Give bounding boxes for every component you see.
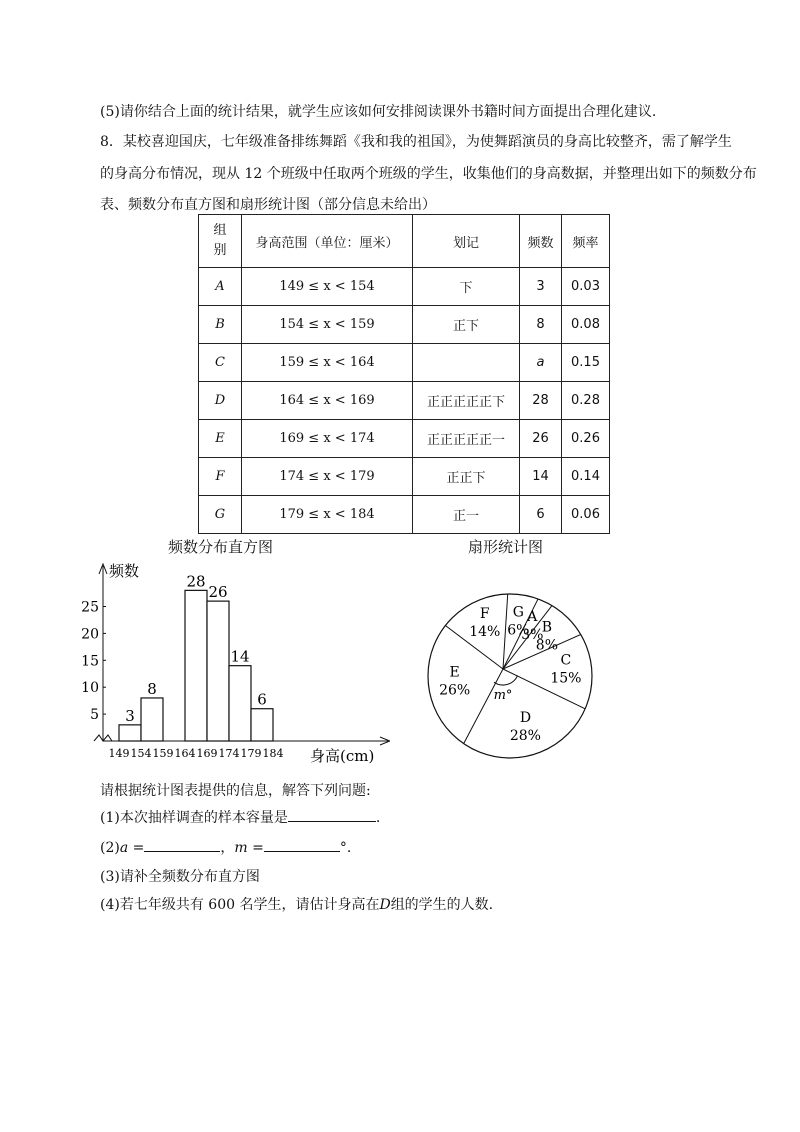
question-1 — [100, 807, 380, 827]
q8-line-2: 的身高分布情况，现从 12 个班级中任取两个班级的学生，收集他们的身高数据，并整理出如下的频数分布 — [100, 166, 757, 182]
question-2-comma: ， — [220, 840, 235, 856]
question-1-end: . — [375, 810, 381, 826]
answer-blank-a[interactable] — [144, 837, 220, 852]
row-range-cell: 179 ≤ x < 184 — [242, 496, 413, 534]
histogram-bar — [229, 666, 251, 741]
pie-group-label: D — [519, 709, 532, 726]
angle-label: m° — [493, 688, 513, 703]
question-4 — [100, 894, 493, 914]
y-tick-label: 5 — [90, 707, 99, 724]
table-header-row — [199, 215, 610, 268]
bar-value-label: 8 — [147, 679, 157, 698]
question-2-a: a = — [119, 840, 145, 856]
x-axis-label: 身高(cm) — [310, 747, 375, 765]
question-2-end: °. — [339, 840, 352, 856]
row-freq-cell: 3 — [520, 268, 562, 306]
question-2-m: m = — [234, 840, 264, 856]
header-group — [199, 215, 242, 268]
pie-group-label: G — [512, 604, 524, 621]
x-tick-label: 159 — [152, 747, 174, 760]
row-freq-cell: 8 — [520, 306, 562, 344]
table-row — [199, 344, 610, 382]
row-range-cell: 159 ≤ x < 164 — [242, 344, 413, 382]
question-2 — [100, 837, 351, 857]
y-tick-label: 25 — [81, 599, 99, 616]
bar-value-label: 26 — [208, 583, 228, 602]
row-group-cell: E — [199, 420, 242, 458]
x-tick-label: 184 — [262, 747, 284, 760]
question-4-d: D — [379, 897, 391, 913]
row-rate-cell: 0.03 — [562, 268, 610, 306]
pie-group-label: C — [560, 652, 572, 669]
answer-blank-m[interactable] — [264, 837, 340, 852]
row-tally-cell: 正下 — [413, 306, 520, 344]
histogram-bar — [185, 590, 207, 741]
x-tick-label: 149 — [108, 747, 130, 760]
histogram-title: 频数分布直方图 — [168, 538, 274, 556]
table-row — [199, 306, 610, 344]
pie-percent-label: 6% — [507, 622, 530, 639]
bar-value-label: 14 — [230, 647, 250, 666]
histogram-bar — [119, 725, 141, 741]
table-row — [199, 382, 610, 420]
table-row — [199, 268, 610, 306]
pie-percent-label: 15% — [550, 670, 582, 687]
frequency-table — [198, 214, 610, 534]
pie-percent-label: 28% — [509, 727, 541, 744]
question-4-text: (4)若七年级共有 600 名学生，请估计身高在 — [100, 897, 380, 913]
table-row — [199, 458, 610, 496]
row-tally-cell — [413, 344, 520, 382]
pie-group-label: B — [541, 619, 553, 636]
row-range-cell: 164 ≤ x < 169 — [242, 382, 413, 420]
y-axis-label: 频数 — [109, 562, 140, 580]
pie-percent-label: 14% — [469, 624, 501, 641]
q5-text: (5)请你结合上面的统计结果，就学生应该如何安排阅读课外书籍时间方面提出合理化建议. — [100, 104, 657, 120]
row-range-cell: 154 ≤ x < 159 — [242, 306, 413, 344]
row-freq-cell: 26 — [520, 420, 562, 458]
bar-value-label: 28 — [186, 572, 206, 591]
x-tick-label: 164 — [174, 747, 196, 760]
row-rate-cell: 0.15 — [562, 344, 610, 382]
row-freq-cell: 6 — [520, 496, 562, 534]
row-group-cell: A — [199, 268, 242, 306]
row-range-cell: 174 ≤ x < 179 — [242, 458, 413, 496]
row-group-cell: F — [199, 458, 242, 496]
question-1-text: (1)本次抽样调查的样本容量是 — [100, 810, 288, 826]
table-row — [199, 420, 610, 458]
q8-line-3: 表、频数分布直方图和扇形统计图（部分信息未给出） — [100, 197, 436, 213]
pie-percent-label: 3% — [521, 627, 544, 644]
y-tick-label: 20 — [81, 626, 99, 643]
q8-line-1: 8．某校喜迎国庆，七年级准备排练舞蹈《我和我的祖国》，为使舞蹈演员的身高比较整齐，需了解学生 — [100, 134, 732, 150]
row-freq-cell: a — [520, 344, 562, 382]
pie-chart — [420, 586, 600, 766]
row-tally-cell: 正正正正正一 — [413, 420, 520, 458]
header-group-text: 组别 — [213, 223, 227, 258]
pie-group-label: F — [479, 606, 490, 623]
row-rate-cell: 0.28 — [562, 382, 610, 420]
y-tick-label: 15 — [81, 653, 99, 670]
row-range-cell: 169 ≤ x < 174 — [242, 420, 413, 458]
pie-percent-label: 26% — [439, 682, 471, 699]
row-rate-cell: 0.08 — [562, 306, 610, 344]
x-tick-label: 169 — [196, 747, 218, 760]
row-range-cell: 149 ≤ x < 154 — [242, 268, 413, 306]
answer-blank-1[interactable] — [288, 807, 376, 822]
row-freq-cell: 14 — [520, 458, 562, 496]
row-tally-cell: 下 — [413, 268, 520, 306]
histogram-bar — [141, 698, 163, 741]
bar-value-label: 3 — [125, 706, 135, 725]
pie-title: 扇形统计图 — [468, 538, 544, 556]
pie-percent-label: 8% — [535, 637, 559, 654]
row-tally-cell: 正正正正正下 — [413, 382, 520, 420]
question-3: (3)请补全频数分布直方图 — [100, 869, 260, 885]
header-rate: 频率 — [562, 215, 610, 268]
header-tally: 划记 — [413, 215, 520, 268]
row-group-cell: G — [199, 496, 242, 534]
row-group-cell: D — [199, 382, 242, 420]
row-rate-cell: 0.26 — [562, 420, 610, 458]
table-row — [199, 496, 610, 534]
questions-prompt: 请根据统计图表提供的信息，解答下列问题: — [100, 783, 371, 799]
row-rate-cell: 0.06 — [562, 496, 610, 534]
question-2-num: (2) — [100, 840, 120, 856]
header-range: 身高范围（单位：厘米） — [242, 215, 413, 268]
pie-group-label: A — [527, 609, 538, 626]
row-rate-cell: 0.14 — [562, 458, 610, 496]
x-tick-label: 179 — [240, 747, 262, 760]
bar-value-label: 6 — [257, 690, 267, 709]
row-group-cell: C — [199, 344, 242, 382]
y-tick-label: 10 — [81, 680, 99, 697]
row-tally-cell: 正正下 — [413, 458, 520, 496]
histogram-bar — [207, 601, 229, 741]
header-freq: 频数 — [520, 215, 562, 268]
x-tick-label: 154 — [130, 747, 152, 760]
question-4-end: 组的学生的人数. — [390, 897, 494, 913]
histogram-chart — [70, 558, 390, 768]
x-tick-label: 174 — [218, 747, 240, 760]
histogram-bar — [251, 709, 273, 741]
pie-group-label: E — [449, 664, 460, 681]
row-group-cell: B — [199, 306, 242, 344]
row-freq-cell: 28 — [520, 382, 562, 420]
row-tally-cell: 正一 — [413, 496, 520, 534]
